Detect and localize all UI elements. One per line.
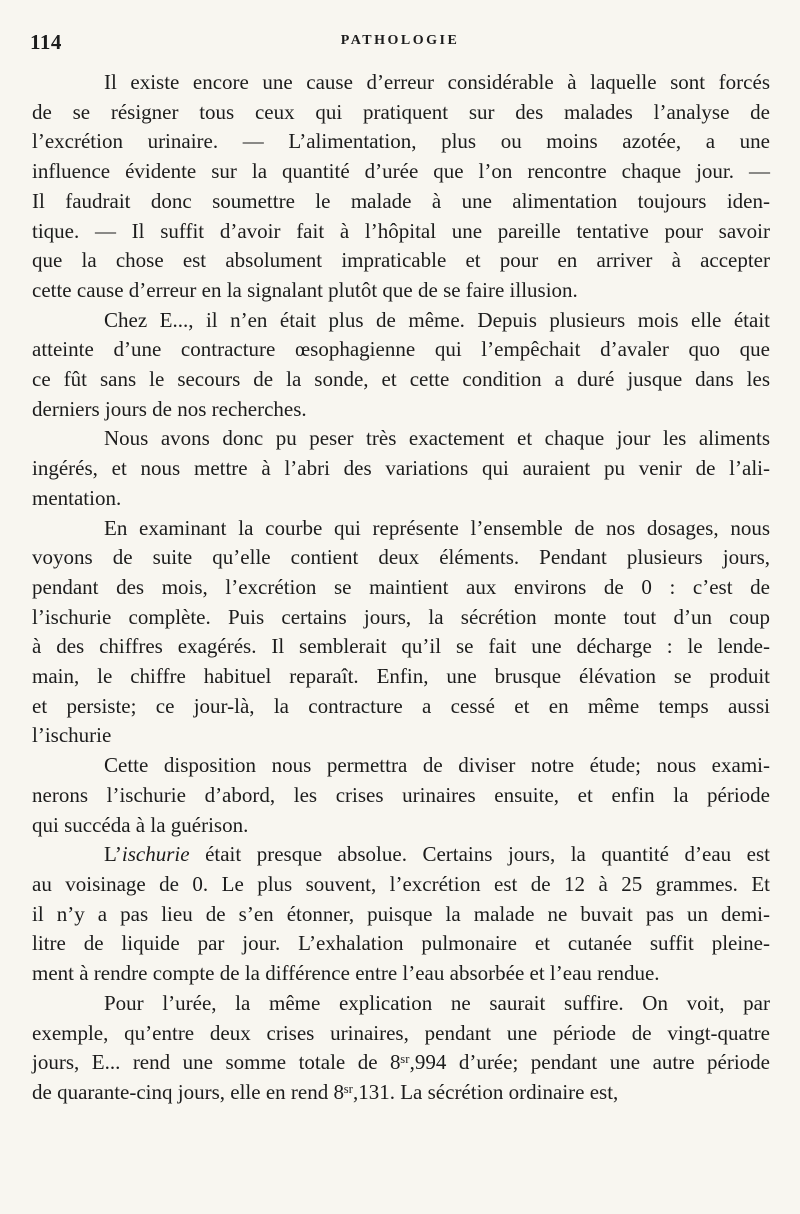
text-line: Pour l’urée, la même explication ne saurait suffire. On voit, par <box>104 990 770 1015</box>
page-number: 114 <box>30 30 62 54</box>
text-line: En examinant la courbe qui représente l’ensemble de nos dosages, nous <box>104 515 770 540</box>
lead-prefix: L’ <box>104 842 122 867</box>
text-line: l’ischurie complète. Puis certains jours, la sécrétion monte tout d’un coup <box>32 604 770 629</box>
text-line: exemple, qu’entre deux crises urinaires, pendant une période de vingt-quatre <box>32 1020 770 1045</box>
text-line: Nous avons donc pu peser très exactement et chaque jour les aliments <box>104 426 770 451</box>
text-line: derniers jours de nos recherches. <box>32 396 307 421</box>
text-line: ingérés, et nous mettre à l’abri des variations qui auraient pu venir de l’ali- <box>32 456 770 481</box>
text-line <box>32 840 770 870</box>
text-line: l’excrétion urinaire. — L’alimentation, plus ou moins azotée, a une <box>32 129 770 154</box>
page-header <box>30 30 770 56</box>
paragraph <box>32 306 770 425</box>
text-line: l’ischurie <box>32 723 112 748</box>
text-line: de quarante-cinq jours, elle en rend 8ˢʳ,131. La sécrétion ordinaire est, <box>32 1079 619 1104</box>
text-line: voyons de suite qu’elle contient deux éléments. Pendant plusieurs jours, <box>32 545 770 570</box>
text-line: que la chose est absolument impraticable et pour en arriver à accepter <box>32 248 770 273</box>
text-line: et persiste; ce jour-là, la contracture a cessé et en même temps aussi <box>32 693 770 718</box>
text-line: ce fût sans le secours de la sonde, et cette condition a duré jusque dans les <box>32 367 770 392</box>
running-title: PATHOLOGIE <box>340 33 460 48</box>
text-line: de se résigner tous ceux qui pratiquent sur des malades l’analyse de <box>32 99 770 124</box>
text-line: mentation. <box>32 485 122 510</box>
text-line: main, le chiffre habituel reparaît. Enfin, une brusque élévation se produit <box>32 664 770 689</box>
text-line: qui succéda à la guérison. <box>32 812 249 837</box>
paragraph <box>32 514 770 752</box>
text-line: Il existe encore une cause d’erreur considérable à laquelle sont forcés <box>104 70 770 94</box>
text-line: pendant des mois, l’excrétion se maintient aux environs de 0 : c’est de <box>32 574 770 599</box>
text-line: tique. — Il suffit d’avoir fait à l’hôpital une pareille tentative pour savoir <box>32 218 770 243</box>
text-line: il n’y a pas lieu de s’en étonner, puisque la malade ne buvait pas un demi- <box>32 901 770 926</box>
text-line: à des chiffres exagérés. Il semblerait qu’il se fait une décharge : le lende- <box>32 634 770 659</box>
body-text <box>32 68 770 1108</box>
text-line: atteinte d’une contracture œsophagienne qui l’empêchait d’avaler quo que <box>32 337 770 362</box>
text-line: cette cause d’erreur en la signalant plutôt que de se faire illusion. <box>32 277 578 302</box>
text-line: Il faudrait donc soumettre le malade à une alimentation toujours iden- <box>32 188 770 213</box>
text-line: Chez E..., il n’en était plus de même. Depuis plusieurs mois elle était <box>104 307 770 332</box>
paragraph <box>32 424 770 513</box>
text-line: nerons l’ischurie d’abord, les crises urinaires ensuite, et enfin la période <box>32 782 770 807</box>
text-line: jours, E... rend une somme totale de 8ˢʳ,994 d’urée; pendant une autre période <box>32 1050 770 1075</box>
paragraph <box>32 840 770 989</box>
italic-term: ischurie <box>121 842 190 867</box>
line-rest: était presque absolue. Certains jours, la quantité d’eau est <box>189 842 770 867</box>
paragraph <box>32 68 770 306</box>
paragraph <box>32 989 770 1108</box>
text-line: influence évidente sur la quantité d’urée que l’on rencontre chaque jour. — <box>32 159 770 184</box>
text-line: litre de liquide par jour. L’exhalation pulmonaire et cutanée suffit pleine- <box>32 931 770 956</box>
text-line: au voisinage de 0. Le plus souvent, l’excrétion est de 12 à 25 grammes. Et <box>32 871 770 896</box>
text-line: ment à rendre compte de la différence entre l’eau absorbée et l’eau rendue. <box>32 961 660 986</box>
text-line: Cette disposition nous permettra de diviser notre étude; nous exami- <box>104 753 770 778</box>
paragraph <box>32 751 770 840</box>
